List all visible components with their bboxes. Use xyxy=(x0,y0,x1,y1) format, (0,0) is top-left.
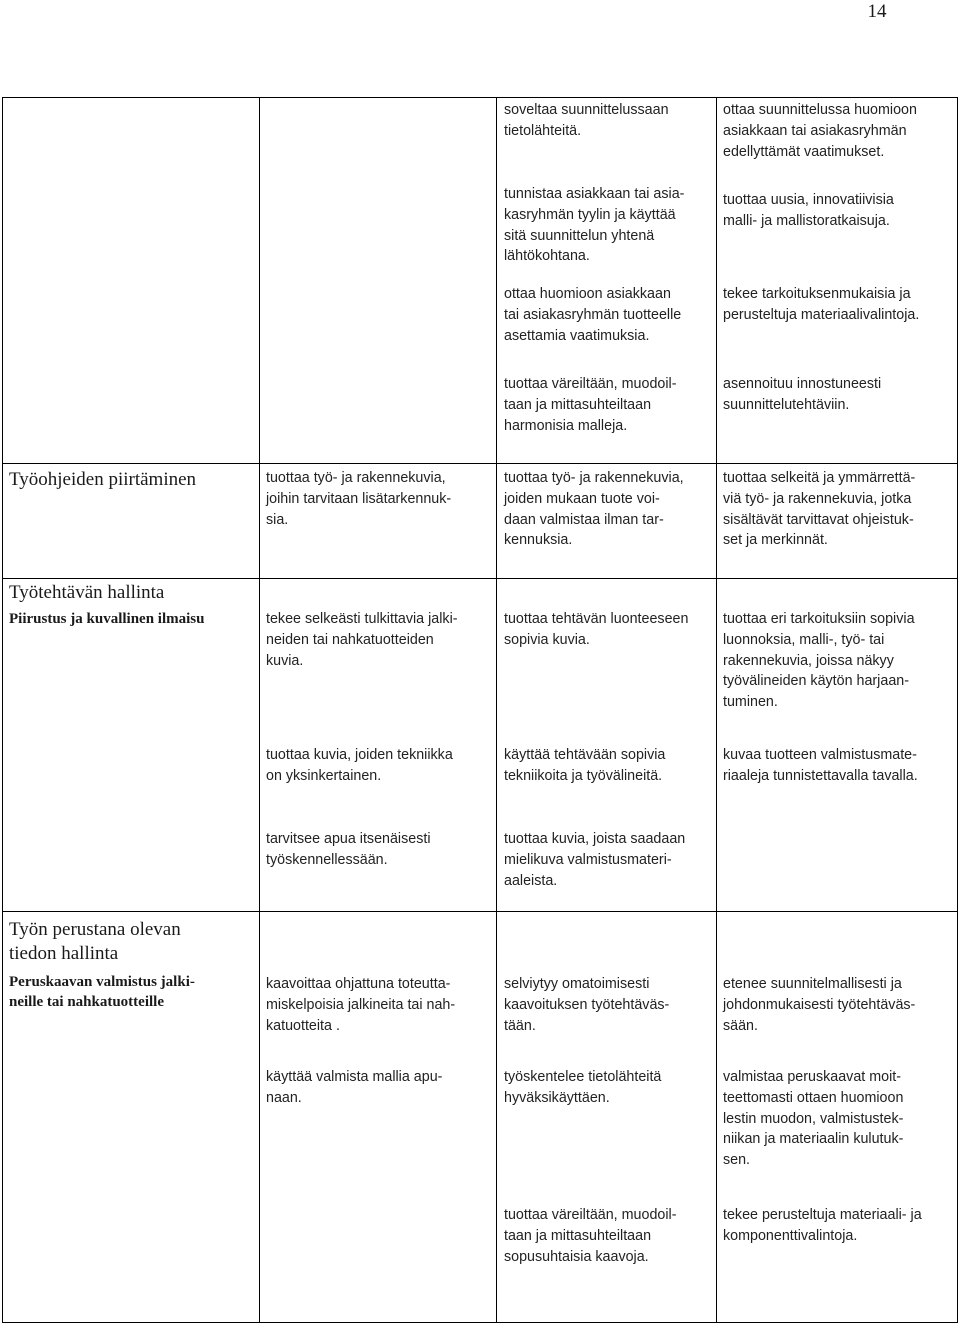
criterion-text: käyttää valmista mallia apu- naan. xyxy=(266,1069,443,1106)
criterion-text: työskentelee tietolähteitä hyväksikäyttäen. xyxy=(504,1069,662,1106)
criterion-text: tekee perusteltuja materiaali- ja komponenttivalintoja. xyxy=(723,1207,922,1244)
criterion-text: tekee tarkoituksenmukaisia ja perusteltuja materiaalivalintoja. xyxy=(723,286,920,323)
criterion-text: valmistaa peruskaavat moit- teettomasti ottaen huomioon lestin muodon, valmistustek- niikan ja materiaalin kulutuk- sen. xyxy=(723,1069,904,1169)
table-row xyxy=(3,464,958,579)
subsection-heading: Piirustus ja kuvallinen ilmaisu xyxy=(9,611,205,627)
table-row xyxy=(3,98,958,464)
criterion-text: tekee selkeästi tulkittavia jalki- neiden tai nahkatuotteiden kuvia. xyxy=(266,611,458,669)
page-number: 14 xyxy=(867,1,887,22)
criterion-text: tuottaa kuvia, joista saadaan mielikuva valmistusmateri- aaleista. xyxy=(504,831,686,889)
table-row xyxy=(3,579,958,912)
criterion-text: selviytyy omatoimisesti kaavoituksen työtehtäväs- tään. xyxy=(504,976,670,1034)
criterion-text: tuottaa eri tarkoituksiin sopivia luonnoksia, malli-, työ- tai rakennekuvia, joissa näkyy työvälineiden käytön harjaan- tuminen. xyxy=(723,611,915,711)
row4-col3 xyxy=(497,912,717,1323)
subsection-heading: Peruskaavan valmistus jalki- neille tai nahkatuotteille xyxy=(9,974,195,1010)
criterion-text: ottaa huomioon asiakkaan tai asiakasryhmän tuotteelle asettamia vaatimuksia. xyxy=(504,286,682,344)
row3-col2 xyxy=(260,579,497,912)
criterion-text: tunnistaa asiakkaan tai asia- kasryhmän tyylin ja käyttää sitä suunnittelun yhtenä lähtökohtana. xyxy=(504,186,685,265)
row3-col4 xyxy=(717,579,958,912)
section-heading: Työohjeiden piirtäminen xyxy=(9,469,197,490)
criterion-text: etenee suunnitelmallisesti ja johdonmukaisesti työtehtäväs- sään. xyxy=(723,976,916,1034)
criterion-text: käyttää tehtävään sopivia tekniikoita ja työvälineitä. xyxy=(504,747,666,784)
row1-col2 xyxy=(260,98,497,464)
criterion-text: kuvaa tuotteen valmistusmate- riaaleja tunnistettavalla tavalla. xyxy=(723,747,918,784)
row1-col4 xyxy=(717,98,958,464)
row3-col1 xyxy=(3,579,260,912)
row4-col4 xyxy=(717,912,958,1323)
criterion-text: asennoituu innostuneesti suunnittelutehtäviin. xyxy=(723,376,882,413)
criterion-text: tuottaa tehtävän luonteeseen sopivia kuvia. xyxy=(504,611,689,648)
criterion-text: kaavoittaa ohjattuna toteutta- miskelpoisia jalkineita tai nah- katuotteita . xyxy=(266,976,456,1034)
row2-col4 xyxy=(717,464,958,579)
criterion-text: tuottaa työ- ja rakennekuvia, joiden mukaan tuote voi- daan valmistaa ilman tar- kennuksia. xyxy=(504,470,684,549)
criterion-text: soveltaa suunnittelussaan tietolähteitä. xyxy=(504,102,669,139)
section-heading: Työtehtävän hallinta xyxy=(9,582,165,603)
assessment-table xyxy=(2,97,958,1323)
criterion-text: tuottaa työ- ja rakennekuvia, joihin tarvitaan lisätarkennuk- sia. xyxy=(266,470,452,528)
criterion-text: ottaa suunnittelussa huomioon asiakkaan tai asiakasryhmän edellyttämät vaatimukset. xyxy=(723,102,917,160)
row1-col1 xyxy=(3,98,260,464)
criterion-text: tuottaa väreiltään, muodoil- taan ja mittasuhteiltaan harmonisia malleja. xyxy=(504,376,677,434)
section-heading: Työn perustana olevan tiedon hallinta xyxy=(9,919,181,964)
row2-col1 xyxy=(3,464,260,579)
criterion-text: tuottaa selkeitä ja ymmärrettä- viä työ- ja rakennekuvia, jotka sisältävät tarvittavat ohjeistuk- set ja merkinnät. xyxy=(723,470,916,549)
criterion-text: tuottaa uusia, innovatiivisia malli- ja mallistoratkaisuja. xyxy=(723,192,894,229)
row1-col3 xyxy=(497,98,717,464)
row2-col2 xyxy=(260,464,497,579)
row4-col1 xyxy=(3,912,260,1323)
row4-col2 xyxy=(260,912,497,1323)
criterion-text: tuottaa väreiltään, muodoil- taan ja mittasuhteiltaan sopusuhtaisia kaavoja. xyxy=(504,1207,677,1265)
table-row xyxy=(3,912,958,1323)
row2-col3 xyxy=(497,464,717,579)
criterion-text: tuottaa kuvia, joiden tekniikka on yksinkertainen. xyxy=(266,747,453,784)
row3-col3 xyxy=(497,579,717,912)
criterion-text: tarvitsee apua itsenäisesti työskennellessään. xyxy=(266,831,431,868)
